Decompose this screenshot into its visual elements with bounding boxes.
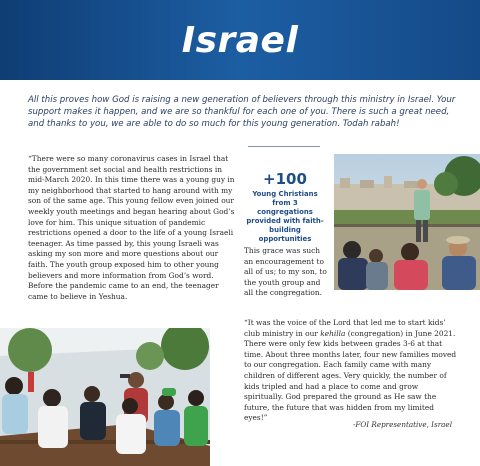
outdoor-group-photo [334,154,480,290]
page-header [0,0,480,80]
signature: -FOI Representative, Israel [352,420,452,429]
grace-paragraph: This grace was such an encouragement to all of us; to my son, to the youth group and all the congregation. [244,246,327,298]
stat-callout [244,170,326,244]
kids-group-photo [0,328,210,466]
testimony-quote-2 [244,318,458,424]
testimony-quote-1: “There were so many coronavirus cases in Israel that the government set social and health restrictions in mid-March 2020. In this time there was a young guy in my neighborhood that started to hang around with my son of the same age. This young fellow even joined our weekly youth meetings and began hearing about God’s love for him. This unique situation of pandemic restrictions opened a door to the life of a young Israeli teenager. As time passed by, this young Israeli was asking my son more and more questions about our faith. The youth group exposed him to other young believers and more information from God’s word. Before the pandemic came to an end, the teenager came to believe in Yeshua. [28,154,235,301]
page-title: Israel [181,19,299,61]
intro-paragraph: All this proves how God is raising a new generation of believers through this ministry in Israel. Your support makes it happen, and we are so thankful for each one of you. There is such a great need, and thanks to you, we are able to do so much for this young generation. Todah rabah! [28,95,456,129]
quote2-italic-word: kehilla [320,328,346,338]
divider [248,146,320,147]
quote2-text-end: (congregation) in June 2021. There were only few kids between grades 3-6 at that time. About three months later, four new families moved to our congregation. Each family came with many children of different ages. Very quickly, the number of kids tripled and had a place to come and grow spiritually. God prepared the ground as He saw the future, the future that was hidden from my limited eyes!” [244,328,457,423]
stat-description: Young Christians from 3 congregations provided with faith-building opportunities [246,190,324,243]
quote2-text-start: “It was the voice of the Lord that led me to start kids’ club ministry in our [244,318,446,338]
stat-number: +100 [263,170,307,188]
